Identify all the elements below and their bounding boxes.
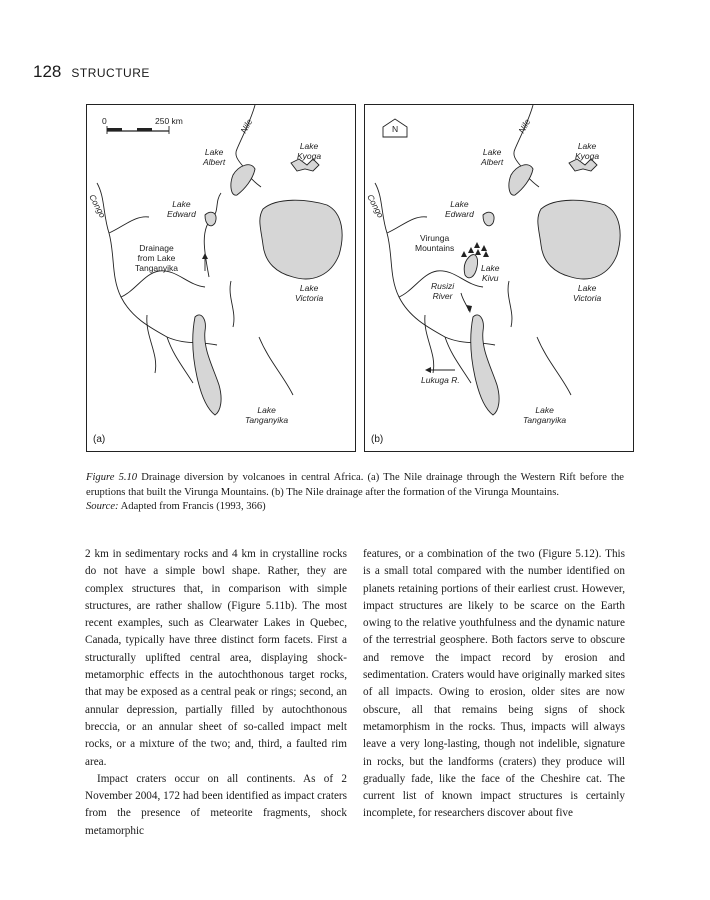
body-paragraph: features, or a combination of the two (Figure 5.12). This is a small total compared with the number identified on planets retaining portions of their earliest crust. However, impact structures are likely to be scarce on the Earth owing to the relative youthfulness and the dynamic nature of the terrestrial geosphere. Both factors serve to obscure and remove the impact record by erosion and sedimentation. Craters would have originally marked sites of all impacts. Owing to erosion, older sites are now obscure, all that remains being signs of shock metamorphism in the rocks. Thus, impacts will always leave a very long-lasting, though not indelible, signature in rocks, but the landforms (craters) they produce will gradually fade, like the face of the Cheshire cat. The current list of known impact structures is certainly incomplete, for researchers discover about five (363, 548, 625, 820)
label-lake-edward: Lake Edward (167, 199, 196, 219)
caption-source-label: Source: (86, 501, 119, 512)
label-lake-victoria-b: Lake Victoria (573, 283, 602, 303)
running-head: STRUCTURE (71, 66, 150, 80)
figure-caption (86, 471, 624, 515)
label-congo-b: Congo (365, 192, 386, 220)
page-header (33, 62, 150, 82)
panel-letter-b: (b) (371, 434, 384, 445)
label-drainage: Drainage from Lake Tanganyika (135, 243, 179, 273)
label-rusizi: Rusizi River (431, 281, 455, 301)
label-lake-victoria: Lake Victoria (295, 283, 324, 303)
label-lake-tanganyika: Lake Tanganyika (245, 405, 289, 425)
label-lake-albert-b: Lake Albert (481, 147, 504, 167)
label-lake-kyoga: Lake Kyoga (297, 141, 322, 161)
label-lake-albert: Lake Albert (203, 147, 226, 167)
body-right-column (363, 546, 625, 823)
scale-label: 250 km (155, 116, 183, 126)
body-paragraph: Impact craters occur on all continents. As of 2 November 2004, 172 had been identified as impact craters from the presence of meteorite fragments, shock metamorphic (85, 772, 347, 837)
body-paragraph: 2 km in sedimentary rocks and 4 km in crystalline rocks do not have a simple bowl shape. Rather, they are complex structures that, in comparison with simple structures, are rather shallow (Figure 5.11b). The most recent examples, such as Clearwater Lakes in Quebec, Canada, typically have three distinct form facets. First a structurally uplifted central area, displaying shock-metamorphic effects in the autochthonous target rocks, that may be exposed as a central peak or rings; second, an annular depression, partially filled by autochthonous breccia, or an annular sheet of so-called impact melt rocks, or a mixture of the two; and, third, a faulted rim area. (85, 548, 347, 768)
caption-label: Figure 5.10 (86, 472, 138, 483)
north-label: N (392, 124, 399, 134)
label-lake-edward-b: Lake Edward (445, 199, 474, 219)
panel-letter-a: (a) (93, 434, 106, 445)
label-virunga: Virunga Mountains (415, 233, 455, 253)
body-left-column (85, 546, 347, 840)
caption-source-text: Adapted from Francis (1993, 366) (120, 501, 266, 512)
label-nile: Nile (238, 117, 255, 135)
label-lake-kivu: Lake Kivu (481, 263, 500, 283)
page-number: 128 (33, 62, 62, 81)
label-lukuga: Lukuga R. (421, 375, 460, 385)
label-lake-kyoga-b: Lake Kyoga (575, 141, 600, 161)
scale-zero: 0 (102, 116, 107, 126)
caption-text: Drainage diversion by volcanoes in central Africa. (a) The Nile drainage through the Western Rift before the eruptions that built the Virunga Mountains. (b) The Nile drainage after the formation of the Virunga Mountains. (86, 472, 624, 498)
map-panel-a (86, 104, 356, 452)
map-panel-b (364, 104, 634, 452)
label-lake-tanganyika-b: Lake Tanganyika (523, 405, 567, 425)
label-nile-b: Nile (516, 117, 533, 135)
label-congo: Congo (87, 192, 108, 220)
